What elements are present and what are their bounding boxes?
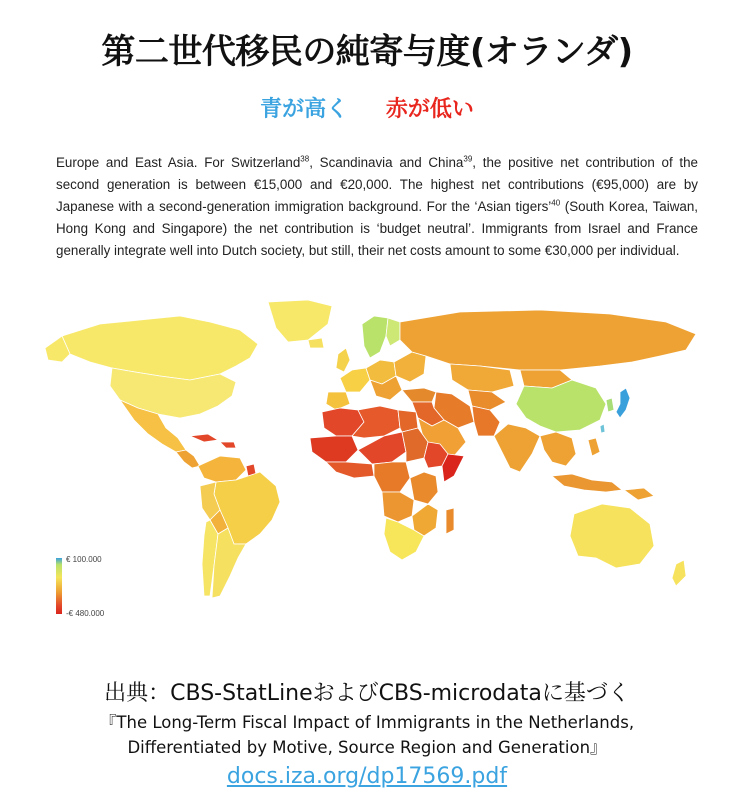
region-afghanistan-pakistan [472,406,500,436]
color-scale [56,555,105,618]
region-gulf-of-guinea [326,462,374,478]
excerpt-text-3: , the positive net contribution of the second generation is between €15,000 and €20,000. The highest net contributions (€95,000) are by Japanese with a second-generation immigration background. For the ‘Asian tigers’ [56,155,699,214]
region-korea [606,398,614,412]
color-scale-max-label: € 100.000 [66,555,102,564]
footnote-39: 39 [463,154,473,164]
region-east-africa [410,472,438,504]
region-colombia-venezuela [198,456,246,482]
region-philippines [588,438,600,456]
region-turkey [402,388,436,402]
excerpt-paragraph [56,152,698,262]
region-iberia [326,392,350,410]
region-madagascar [446,508,454,534]
region-finland [386,318,400,346]
region-caribbean [220,442,236,448]
region-cuba [190,434,218,442]
excerpt-text-2: , Scandinavia and China [309,155,464,170]
region-indonesia [552,474,622,492]
legend-note-high: 青が高く [260,97,349,122]
paper-link[interactable]: docs.iza.org/dp17569.pdf [226,764,508,789]
region-papua [624,488,654,500]
world-choropleth-map [40,296,710,636]
region-new-zealand [672,560,686,586]
excerpt-text-1: Europe and East Asia. For Switzerland [56,155,301,170]
legend-note-low: 赤が低い [385,97,474,122]
page-title: 第二世代移民の純寄与度(オランダ) [101,32,633,72]
excerpt-text-4: (South Korea, Taiwan, Hong Kong and Singapore) the net contribution is ‘budget neutral’. Immigrants from Israel and France generally integrate well into Dutch society, but still, their net costs amount to some €30,000 per individual. [56,199,698,258]
region-congo-angola [382,492,414,522]
book-citation [0,710,734,760]
region-uk [336,348,350,372]
book-title-line-2: Differentiated by Motive, Source Region and Generation』 [127,738,607,757]
region-taiwan [600,424,605,433]
region-central-africa [374,462,410,492]
region-australia [570,504,654,568]
region-iceland [308,338,324,348]
book-title-line-1: 『The Long-Term Fiscal Impact of Immigrants in the Netherlands, [99,713,635,732]
color-scale-bar [56,558,62,614]
region-sahel-west [310,436,358,462]
region-russia [400,310,696,370]
region-japan [616,388,630,418]
region-scandinavia [362,316,388,358]
source-caption: 出典：CBS-StatLineおよびCBS-microdataに基づく [104,681,630,706]
footnote-38: 38 [300,154,310,164]
region-greenland [268,300,332,342]
region-china [516,380,606,432]
region-eastern-europe [394,352,426,382]
color-scale-min-label: -€ 480.000 [66,609,105,618]
region-india [494,424,540,472]
region-southeast-asia [540,432,576,466]
footnote-40: 40 [551,198,561,208]
region-central-america [176,450,200,468]
color-legend-note [0,92,734,123]
region-canada [62,316,258,380]
